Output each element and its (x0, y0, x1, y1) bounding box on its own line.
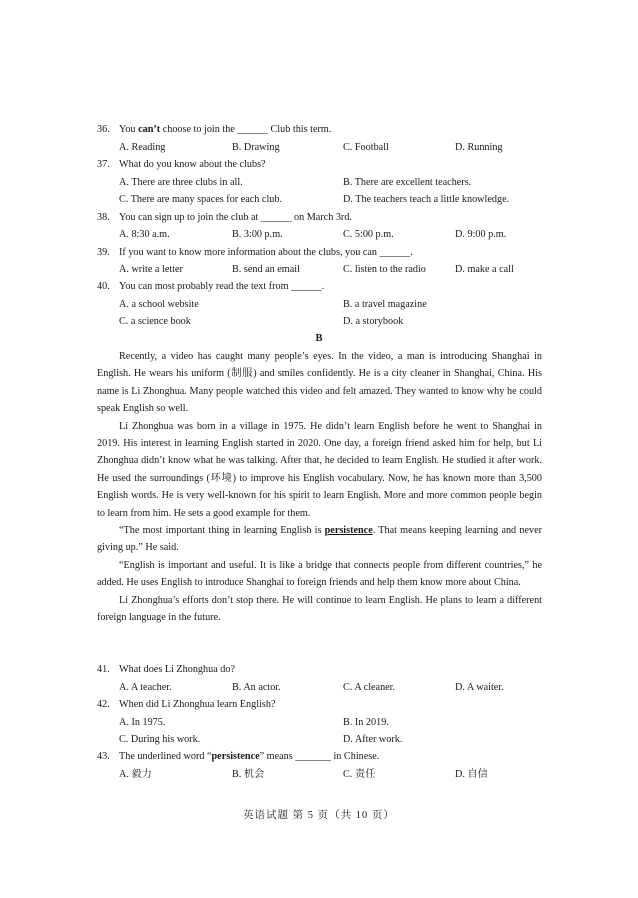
question-40-options-row1 (97, 296, 547, 313)
option-d: D. Running (455, 142, 503, 153)
option-d: D. make a call (455, 264, 514, 275)
option-a: A. A teacher. (119, 682, 172, 693)
option-d: D. After work. (343, 734, 403, 745)
option-b: B. Drawing (232, 142, 280, 153)
question-38: 38. You can sign up to join the club at ______ on March 3rd. (97, 212, 352, 223)
question-36: 36. You can’t choose to join the ______ Club this term. (97, 124, 332, 135)
option-c: C. There are many spaces for each club. (119, 194, 283, 205)
question-38-options (97, 226, 547, 243)
option-c: C. 责任 (343, 769, 376, 780)
option-c: C. a science book (119, 316, 191, 327)
option-c: C. Football (343, 142, 389, 153)
option-a: A. write a letter (119, 264, 183, 275)
underlined-word: persistence (324, 525, 373, 537)
option-a: A. 8:30 a.m. (119, 229, 170, 240)
question-41: 41. What does Li Zhonghua do? (97, 664, 235, 675)
question-40: 40. You can most probably read the text from ______. (97, 281, 325, 292)
question-42: 42. When did Li Zhonghua learn English? (97, 699, 276, 710)
option-a: A. Reading (119, 142, 166, 153)
option-d: D. The teachers teach a little knowledge. (343, 194, 510, 205)
question-43-options (97, 766, 547, 783)
option-a: A. In 1975. (119, 717, 166, 728)
option-b: B. a travel magazine (343, 299, 427, 310)
option-b: B. 机会 (232, 769, 265, 780)
question-42-options-row2 (97, 731, 547, 748)
option-c: C. A cleaner. (343, 682, 396, 693)
paragraph-1: Recently, a video has caught many people’s eyes. In the video, a man is introducing Shanghai in English. He wears his uniform (制服) and smiles confidently. He is a city cleaner in Shanghai, China. His name is Li Zhonghua. Many people watched this video and felt amazed. They wanted to know why he could speak English so well. (97, 351, 542, 415)
question-42-options-row1 (97, 714, 547, 731)
option-d: D. 自信 (455, 769, 488, 780)
question-39-options (97, 261, 547, 278)
question-37: 37. What do you know about the clubs? (97, 159, 266, 170)
paragraph-5: Li Zhonghua’s efforts don’t stop there. He will continue to learn English. He plans to learn a different foreign language in the future. (97, 594, 542, 624)
option-b: B. 3:00 p.m. (232, 229, 283, 240)
question-37-options-row1 (97, 174, 547, 191)
option-c: C. listen to the radio (343, 264, 426, 275)
paragraph-2: Li Zhonghua was born in a village in 1975. He didn’t learn English before he went to Shanghai in 2019. His interest in learning English started in 2020. One day, a foreign friend asked him for help, but Li Zhonghua didn’t know what he was talking. After that, he decided to learn English. He studied it after work. He used the surroundings (环境) to improve his English vocabulary. Now, he has known more than 3,500 English words. He is very well-known for his spirit to learn English. More and more common people begin to learn from him. He sets a good example for them. (97, 420, 542, 519)
option-b: B. An actor. (232, 682, 281, 693)
page-footer: 英语试题 第 5 页（共 10 页） (243, 810, 395, 821)
option-a: A. a school website (119, 299, 199, 310)
reading-passage (97, 348, 542, 627)
question-37-options-row2 (97, 191, 547, 208)
question-36-options (97, 139, 547, 156)
question-40-options-row2 (97, 313, 547, 330)
paragraph-4: “English is important and useful. It is like a bridge that connects people from different countries,” he added. He uses English to introduce Shanghai to foreign friends and help them know more about China. (97, 559, 542, 589)
paragraph-3: “The most important thing in learning English is persistence. That means keeping learning and never giving up.” He said. (97, 525, 542, 554)
question-39: 39. If you want to know more information about the clubs, you can ______. (97, 247, 413, 258)
option-d: D. 9:00 p.m. (455, 229, 507, 240)
option-b: B. There are excellent teachers. (343, 177, 472, 188)
option-a: A. 毅力 (119, 769, 152, 780)
option-c: C. 5:00 p.m. (343, 229, 394, 240)
option-b: B. In 2019. (343, 717, 389, 728)
option-c: C. During his work. (119, 734, 201, 745)
section-heading: B (315, 333, 323, 344)
option-d: D. a storybook (343, 316, 404, 327)
option-a: A. There are three clubs in all. (119, 177, 243, 188)
question-41-options (97, 679, 547, 696)
question-43: 43. The underlined word “persistence” means _______ in Chinese. (97, 751, 380, 762)
option-b: B. send an email (232, 264, 300, 275)
option-d: D. A waiter. (455, 682, 504, 693)
